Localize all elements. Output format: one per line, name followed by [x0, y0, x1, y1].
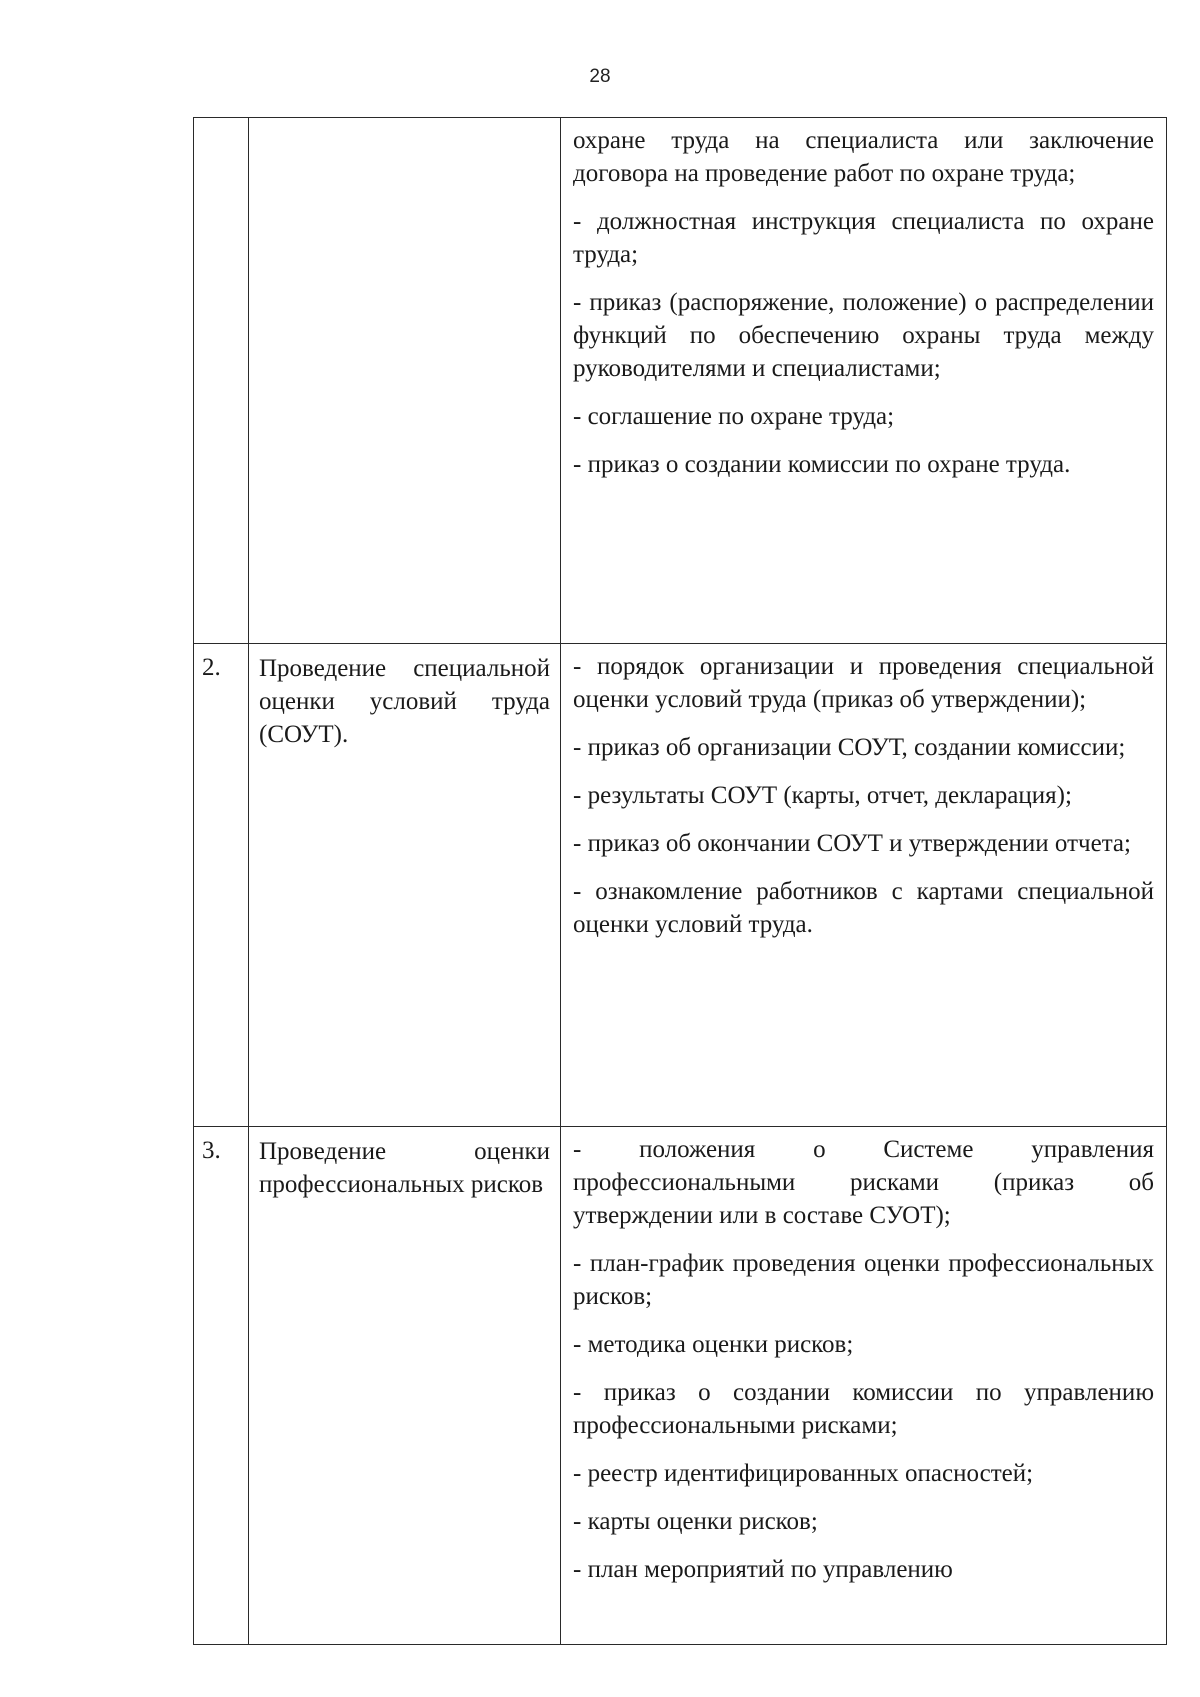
document-item: - реестр идентифицированных опасностей;: [573, 1460, 1034, 1487]
document-item: - порядок организации и проведения специальной оценки условий труда (приказ об утверждении);: [573, 653, 1154, 713]
row-activity: Проведение специальной оценки условий труда (СОУТ).: [249, 644, 561, 1127]
document-item: - приказ об окончании СОУТ и утверждении отчета;: [573, 830, 1131, 857]
table-row: [194, 1127, 1167, 1645]
document-item: - методика оценки рисков;: [573, 1331, 854, 1358]
document-item: - результаты СОУТ (карты, отчет, декларация);: [573, 782, 1072, 809]
document-item: - приказ о создании комиссии по управлению профессиональными рисками;: [573, 1379, 1154, 1439]
document-item: - план-график проведения оценки профессиональных рисков;: [573, 1250, 1154, 1310]
document-item: - план мероприятий по управлению: [573, 1556, 953, 1583]
row-number: [194, 118, 249, 644]
page-number: 28: [589, 66, 611, 87]
row-number: 2.: [194, 644, 249, 1127]
document-item: - приказ об организации СОУТ, создании комиссии;: [573, 734, 1126, 761]
requirements-table: [193, 117, 1167, 1645]
row-documents: [561, 644, 1167, 1127]
document-item: - карты оценки рисков;: [573, 1508, 818, 1535]
document-item: - положения о Системе управления профессиональными рисками (приказ об утверждении или в составе СУОТ);: [573, 1136, 1154, 1229]
row-activity: [249, 118, 561, 644]
document-item: - ознакомление работников с картами специальной оценки условий труда.: [573, 878, 1154, 938]
table-row: [194, 118, 1167, 644]
row-number: 3.: [194, 1127, 249, 1645]
table-row: [194, 644, 1167, 1127]
document-item: - приказ (распоряжение, положение) о распределении функций по обеспечению охраны труда между руководителями и специалистами;: [573, 289, 1154, 382]
document-item: - должностная инструкция специалиста по охране труда;: [573, 208, 1154, 268]
document-item: охране труда на специалиста или заключение договора на проведение работ по охране труда;: [573, 127, 1154, 187]
row-documents: [561, 118, 1167, 644]
document-item: - соглашение по охране труда;: [573, 403, 895, 430]
document-item: - приказ о создании комиссии по охране труда.: [573, 451, 1071, 478]
row-documents: [561, 1127, 1167, 1645]
row-activity: Проведение оценки профессиональных рисков: [249, 1127, 561, 1645]
